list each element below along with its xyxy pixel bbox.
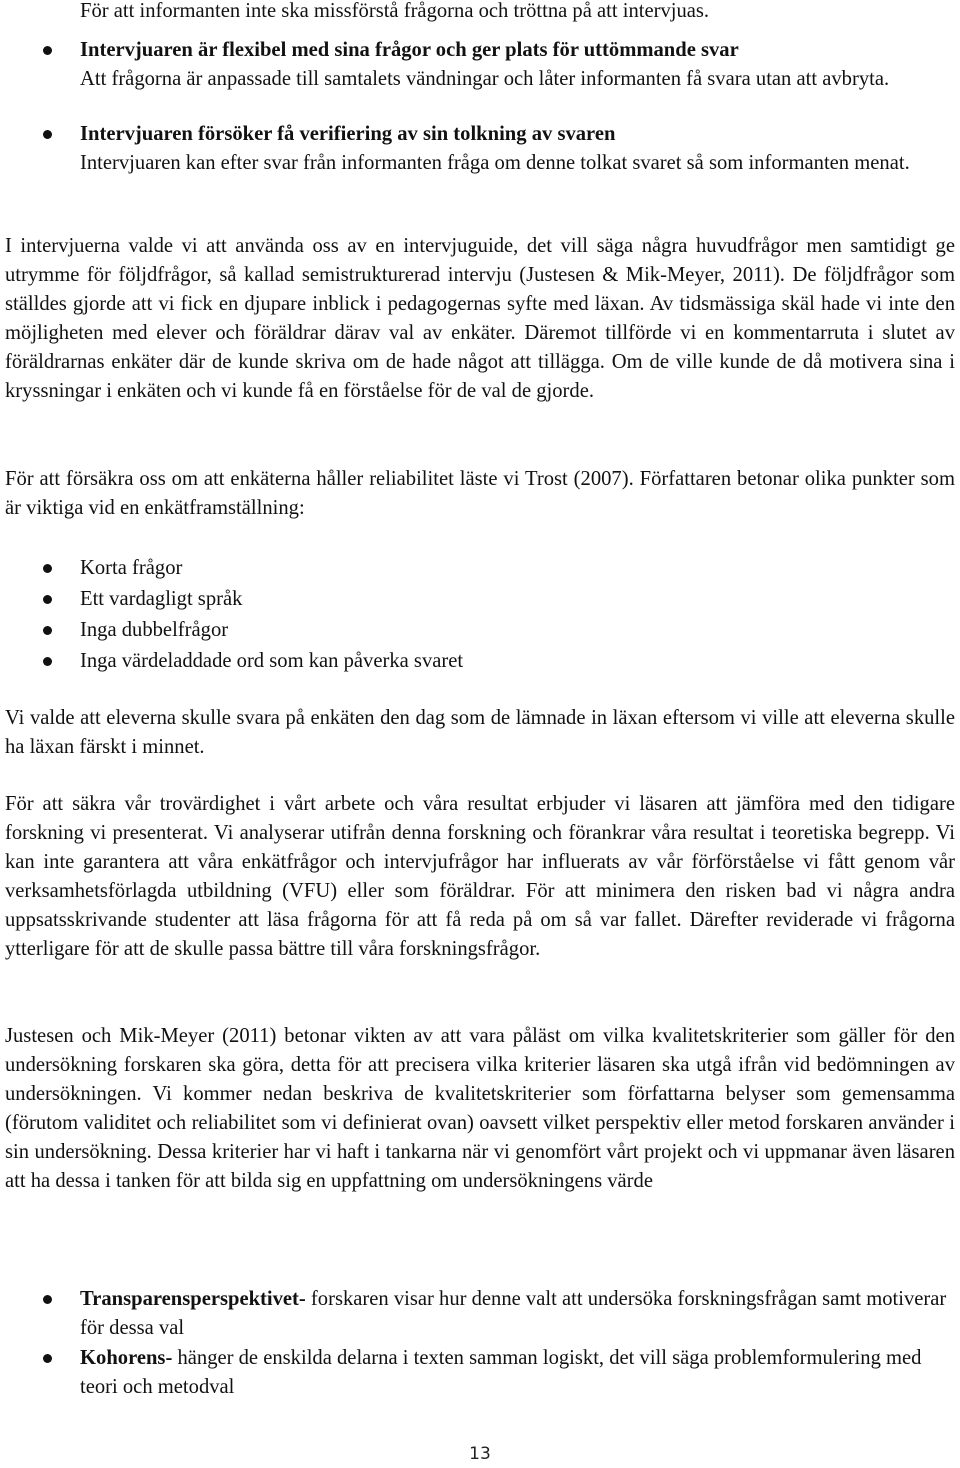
paragraph-quality-criteria: Justesen och Mik-Meyer (2011) betonar vikten av att vara påläst om vilka kvalitetskriterier som gäller för den undersökning forskaren ska göra, detta för att precisera vilka kriterier läsaren ska utgå ifrån vid bedömningen av undersökningen. Vi kommer nedan beskriva de kvalitetskriterier som författarna belyser som gemensamma (förutom validitet och reliabilitet som vi definierat ovan) oavsett vilket perspektiv eller metod forskaren använder i sin undersökning. Dessa kriterier har vi haft i tankarna när vi genomfört vårt projekt och vi uppmanar även läsaren att ha dessa i tanken för att bilda sig en uppfattning om undersökningens värde — [5, 1025, 955, 1192]
bullet-text: Intervjuaren kan efter svar från informanten fråga om denne tolkat svaret så som informanten menat. — [80, 152, 910, 174]
list-item: Inga dubbelfrågor — [5, 615, 955, 646]
bullet-dot-icon — [43, 657, 52, 666]
interview-bullet — [5, 36, 955, 94]
paragraph-credibility: För att säkra vår trovärdighet i vårt arbete och våra resultat erbjuder vi läsaren att jämföra med den tidigare forskning vi presenterat. Vi analyserar utifrån denna forskning och förankrar våra resultat i teoretiska begrepp. Vi kan inte garantera att våra enkätfrågor och intervjufrågor har influerats av vår förförståelse vi fått genom vår verksamhetsförlagda utbildning (VFU) eller som föräldrar. För att minimera den risken bad vi några andra uppsatsskrivande studenter att läsa frågorna för att få reda på om så var fallet. Därefter reviderade vi frågorna ytterligare för att de skulle passa bättre till våra forskningsfrågor. — [5, 793, 955, 960]
paragraph-survey-timing: Vi valde att eleverna skulle svara på enkäten den dag som de lämnade in läxan eftersom vi ville att eleverna skulle ha läxan färskt i minnet. — [5, 707, 955, 758]
paragraph-reliability: För att försäkra oss om att enkäterna håller reliabilitet läste vi Trost (2007). Författaren betonar olika punkter som är viktiga vid en enkätframställning: — [5, 468, 955, 519]
bullet-heading: Intervjuaren försöker få verifiering av sin tolkning av svaren — [80, 123, 616, 145]
continuation-text — [5, 0, 960, 26]
bullet-dot-icon — [43, 626, 52, 635]
bullet-heading: Intervjuaren är flexibel med sina frågor och ger plats för uttömmande svar — [80, 39, 739, 61]
bullet-dot-icon — [43, 1295, 52, 1304]
bullet-dot-icon — [43, 1354, 52, 1363]
list-item: Ett vardagligt språk — [5, 584, 955, 615]
list-item: Inga värdeladdade ord som kan påverka svaret — [5, 646, 955, 677]
bullet-dot-icon — [43, 564, 52, 573]
criteria-list — [5, 1285, 955, 1402]
page-number: 13 — [469, 1444, 491, 1464]
bullet-dot-icon — [43, 46, 52, 55]
list-item — [5, 1285, 955, 1343]
criterion-text: forskaren visar hur denne valt att undersöka forskningsfrågan samt motiverar för dessa val — [80, 1288, 947, 1339]
list-item: Korta frågor — [5, 553, 955, 584]
criterion-text: hänger de enskilda delarna i texten samman logiskt, det vill säga problemformulering med teori och metodval — [80, 1347, 922, 1398]
paragraph-interview-guide: I intervjuerna valde vi att använda oss av en intervjuguide, det vill säga några huvudfrågor men samtidigt ge utrymme för följdfrågor, så kallad semistrukturerad intervju (Justesen & Mik-Meyer, 2011). De följdfrågor som ställdes gjorde att vi fick en djupare inblick i pedagogernas syfte med läxan. Av tidsmässiga skäl hade vi inte den möjligheten med elever och föräldrar därav val av enkäter. Däremot tillförde vi en kommentarruta i slutet av föräldrarnas enkäter där de kunde skriva om de hade något att tillägga. Om de ville kunde de då motivera sina i kryssningar i enkäten och vi kunde få en förståelse för de val de gjorde. — [5, 235, 955, 402]
bullet-dot-icon — [43, 595, 52, 604]
survey-points-list — [5, 553, 955, 677]
criterion-term: Kohorens- — [80, 1347, 173, 1369]
top-line: För att informanten inte ska missförstå frågorna och tröttna på att intervjuas. — [80, 0, 710, 22]
list-item — [5, 1344, 955, 1402]
interview-bullet — [5, 120, 955, 178]
criterion-term: Transparensperspektivet- — [80, 1288, 306, 1310]
bullet-dot-icon — [43, 130, 52, 139]
bullet-text: Att frågorna är anpassade till samtalets vändningar och låter informanten få svara utan att avbryta. — [80, 68, 890, 90]
